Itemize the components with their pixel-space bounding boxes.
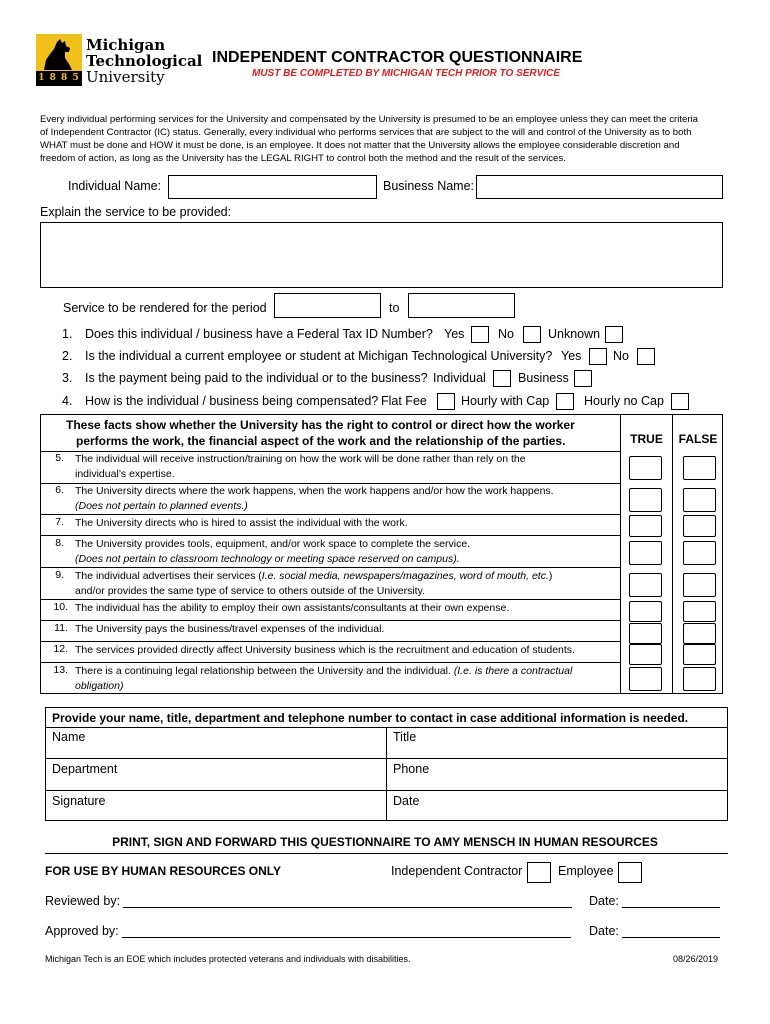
fact-10-true-box[interactable] <box>629 601 662 622</box>
reviewed-date-line[interactable] <box>622 907 720 908</box>
q2-no-label: No <box>613 349 629 363</box>
question-1-text: Does this individual / business have a Federal Tax ID Number? <box>85 327 433 341</box>
fact-13-line1 <box>75 664 572 679</box>
question-2-number: 2. <box>62 349 73 363</box>
logo-line1: Michigan <box>86 36 166 54</box>
q4-hourly-no-cap-label: Hourly no Cap <box>584 394 664 408</box>
q1-no-checkbox[interactable] <box>523 326 541 343</box>
business-name-field[interactable] <box>476 175 723 199</box>
period-from-field[interactable] <box>274 293 381 318</box>
contact-heading: Provide your name, title, department and telephone number to contact in case additional information is needed. <box>52 711 689 725</box>
fact-5-line2: individual’s expertise. <box>75 468 175 480</box>
fact-8-true-box[interactable] <box>629 541 662 565</box>
employee-checkbox[interactable] <box>618 862 642 883</box>
question-3-number: 3. <box>62 371 73 385</box>
fact-13-line1a: There is a continuing legal relationship between the University and the individual. <box>75 665 454 677</box>
contact-phone-cell[interactable] <box>387 759 727 790</box>
facts-heading-line1: These facts show whether the University has the right to control or direct how the worker <box>66 418 575 432</box>
intro-paragraph <box>40 113 740 165</box>
fact-12-false-box[interactable] <box>683 644 716 665</box>
individual-name-label: Individual Name: <box>68 179 162 193</box>
true-column-header: TRUE <box>630 432 663 446</box>
q4-flat-fee-label: Flat Fee <box>381 394 427 408</box>
facts-heading-line2: performs the work, the financial aspect of the work and the relationship of the parties. <box>76 434 566 448</box>
employee-label: Employee <box>558 864 614 878</box>
form-revision-date: 08/26/2019 <box>673 954 719 964</box>
fact-9-text <box>75 569 552 599</box>
q3-business-label: Business <box>518 371 569 385</box>
fact-8-false-box[interactable] <box>683 541 716 565</box>
fact-5-number: 5. <box>55 452 64 464</box>
logo-year: 1 8 8 5 <box>38 73 80 83</box>
fact-6-false-box[interactable] <box>683 488 716 512</box>
fact-6-line1: The University directs where the work happens, when the work happens and/or how the work happens. <box>75 485 554 497</box>
business-name-label: Business Name: <box>383 179 475 193</box>
fact-9-number: 9. <box>55 569 64 581</box>
fact-13-line1b: (I.e. is there a contractual <box>453 665 573 677</box>
explain-textarea[interactable] <box>40 222 723 288</box>
contact-department-cell[interactable] <box>46 759 386 790</box>
question-3-text: Is the payment being paid to the individual or to the business? <box>85 371 428 385</box>
fact-5-line1: The individual will receive instruction/training on how the work will be done rather than rely on the <box>75 453 526 465</box>
contact-phone-label: Phone <box>393 762 430 776</box>
form-subtitle: MUST BE COMPLETED BY MICHIGAN TECH PRIOR TO SERVICE <box>252 68 560 79</box>
question-4-number: 4. <box>62 394 73 408</box>
form-title: INDEPENDENT CONTRACTOR QUESTIONNAIRE <box>212 49 583 66</box>
q2-yes-label: Yes <box>561 349 582 363</box>
period-to-label: to <box>389 301 400 315</box>
reviewed-by-line[interactable] <box>123 907 572 908</box>
approved-date-line[interactable] <box>622 937 720 938</box>
q4-flat-fee-checkbox[interactable] <box>437 393 455 410</box>
contact-title-cell[interactable] <box>387 728 727 758</box>
q1-yes-label: Yes <box>444 327 465 341</box>
contact-title-label: Title <box>393 730 417 744</box>
ic-checkbox[interactable] <box>527 862 551 883</box>
contact-date-cell[interactable] <box>387 791 727 821</box>
fact-6-text <box>75 484 554 514</box>
intro-line-1: Every individual performing services for the University and compensated by the University is presumed to be an employee unless they can meet the criteria <box>40 114 699 125</box>
contact-date-label: Date <box>393 794 420 808</box>
q4-hourly-cap-label: Hourly with Cap <box>461 394 550 408</box>
logo-line3: University <box>86 68 165 86</box>
fact-13-text <box>75 664 572 694</box>
fact-7-number: 7. <box>55 516 64 528</box>
fact-9-line1b: I.e. social media, newspapers/magazines, word of mouth, etc. <box>261 570 549 582</box>
fact-10-false-box[interactable] <box>683 601 716 622</box>
fact-11-false-box[interactable] <box>683 623 716 644</box>
intro-line-2: of Independent Contractor (IC) status. Generally, every individual who performs services that are subject to the will and control of the University as to both <box>40 127 692 138</box>
fact-13-line2: obligation) <box>75 680 124 692</box>
question-1-number: 1. <box>62 327 73 341</box>
fact-12-text: The services provided directly affect University business which is the recruitment and education of students. <box>75 644 575 656</box>
forward-note: PRINT, SIGN AND FORWARD THIS QUESTIONNAIRE TO AMY MENSCH IN HUMAN RESOURCES <box>112 835 658 849</box>
fact-12-true-box[interactable] <box>629 644 662 665</box>
fact-10-number: 10. <box>53 601 68 613</box>
fact-11-true-box[interactable] <box>629 623 662 644</box>
individual-name-field[interactable] <box>168 175 377 199</box>
intro-line-3: WHAT must be done and HOW it must be done, is an employee. It does not matter that the University allows the employee considerable discretion and <box>40 140 680 151</box>
question-2-text: Is the individual a current employee or student at Michigan Technological University? <box>85 349 553 363</box>
fact-8-number: 8. <box>55 537 64 549</box>
fact-5-true-box[interactable] <box>629 456 662 480</box>
approved-by-line[interactable] <box>122 937 571 938</box>
q1-no-label: No <box>498 327 514 341</box>
fact-13-false-box[interactable] <box>683 667 716 691</box>
fact-9-line1 <box>75 569 552 584</box>
fact-7-text: The University directs who is hired to assist the individual with the work. <box>75 517 408 529</box>
contact-signature-label: Signature <box>52 794 106 808</box>
fact-13-number: 13. <box>53 664 68 676</box>
fact-8-line1: The University provides tools, equipment, and/or work space to complete the service. <box>75 538 471 550</box>
fact-7-true-box[interactable] <box>629 515 662 537</box>
fact-6-true-box[interactable] <box>629 488 662 512</box>
university-logo <box>36 34 203 86</box>
reviewed-by-label: Reviewed by: <box>45 894 121 908</box>
q4-hourly-no-cap-checkbox[interactable] <box>671 393 689 410</box>
fact-13-true-box[interactable] <box>629 667 662 691</box>
fact-6-line2: (Does not pertain to planned events.) <box>75 500 248 512</box>
contact-name-cell[interactable] <box>46 728 386 758</box>
approved-date-label: Date: <box>589 924 619 938</box>
fact-9-false-box[interactable] <box>683 573 716 597</box>
fact-6-number: 6. <box>55 484 64 496</box>
fact-9-true-box[interactable] <box>629 573 662 597</box>
fact-8-line2: (Does not pertain to classroom technology or meeting space reserved on campus). <box>75 553 460 565</box>
false-column-header: FALSE <box>678 432 718 446</box>
q4-hourly-cap-checkbox[interactable] <box>556 393 574 410</box>
contact-department-label: Department <box>52 762 118 776</box>
period-label: Service to be rendered for the period <box>63 301 267 315</box>
fact-8-text <box>75 537 470 567</box>
intro-line-4: freedom of action, as long as the University has the LEGAL RIGHT to control both the method and the result of the services. <box>40 153 566 164</box>
fact-12-number: 12. <box>53 643 68 655</box>
fact-10-text: The individual has the ability to employ their own assistants/consultants at their own expense. <box>75 602 510 614</box>
q2-no-checkbox[interactable] <box>637 348 655 365</box>
q3-business-checkbox[interactable] <box>574 370 592 387</box>
q3-individual-checkbox[interactable] <box>493 370 511 387</box>
q3-individual-label: Individual <box>433 371 486 385</box>
contact-name-label: Name <box>52 730 86 744</box>
fact-5-text <box>75 452 526 482</box>
contact-signature-cell[interactable] <box>46 791 386 821</box>
reviewed-date-label: Date: <box>589 894 619 908</box>
approved-by-label: Approved by: <box>45 924 119 938</box>
fact-5-false-box[interactable] <box>683 456 716 480</box>
ic-label: Independent Contractor <box>391 864 523 878</box>
logo-line2: Technological <box>86 52 203 70</box>
question-4-text: How is the individual / business being compensated? <box>85 394 379 408</box>
period-to-field[interactable] <box>408 293 515 318</box>
fact-9-line1a: The individual advertises their services ( <box>75 570 262 582</box>
fact-9-line1c: ) <box>548 570 553 582</box>
q1-unknown-checkbox[interactable] <box>605 326 623 343</box>
fact-11-number: 11. <box>54 622 68 634</box>
eoe-statement: Michigan Tech is an EOE which includes protected veterans and individuals with disabilities. <box>45 954 411 964</box>
fact-9-line2: and/or provides the same type of service to others outside of the University. <box>75 585 425 597</box>
q1-yes-checkbox[interactable] <box>471 326 489 343</box>
q1-unknown-label: Unknown <box>548 327 601 341</box>
explain-label: Explain the service to be provided: <box>40 205 232 219</box>
fact-7-false-box[interactable] <box>683 515 716 537</box>
q2-yes-checkbox[interactable] <box>589 348 607 365</box>
fact-11-text: The University pays the business/travel expenses of the individual. <box>75 623 385 635</box>
hr-only-heading: FOR USE BY HUMAN RESOURCES ONLY <box>45 864 282 878</box>
